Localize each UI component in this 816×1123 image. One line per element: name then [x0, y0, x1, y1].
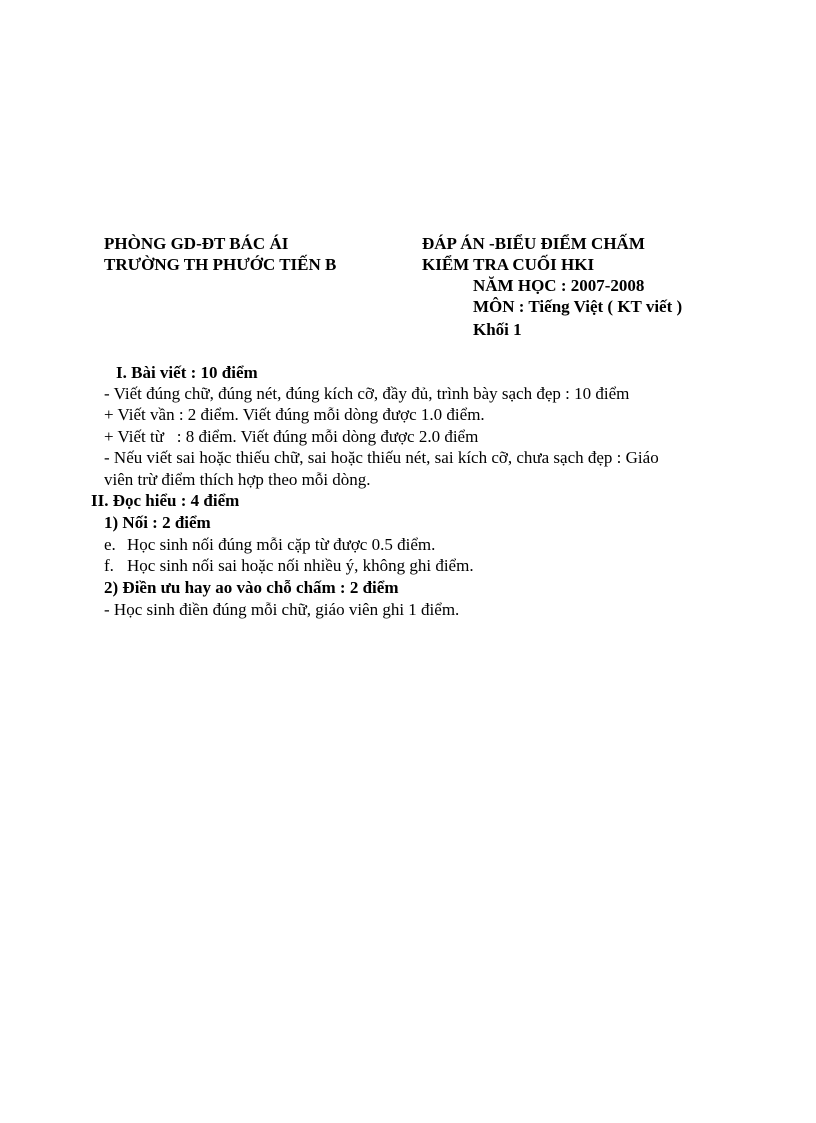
school-name: TRƯỜNG TH PHƯỚC TIẾN B [104, 255, 337, 274]
section1-line: + Viết từ : 8 điểm. Viết đúng mỗi dòng được 2.0 điểm [104, 427, 479, 446]
section1-line: viên trừ điểm thích hợp theo mỗi dòng. [104, 470, 371, 489]
grade: Khối 1 [473, 320, 522, 339]
section1-title: I. Bài viết : 10 điểm [116, 363, 258, 382]
section1-line: + Viết vần : 2 điểm. Viết đúng mỗi dòng được 1.0 điểm. [104, 405, 485, 424]
school-year: NĂM HỌC : 2007-2008 [473, 276, 645, 295]
section1-line: - Viết đúng chữ, đúng nét, đúng kích cỡ, đầy đủ, trình bày sạch đẹp : 10 điểm [104, 384, 630, 403]
section2-title: II. Đọc hiểu : 4 điểm [91, 491, 240, 510]
document-title: ĐÁP ÁN -BIỂU ĐIỂM CHẤM [422, 234, 645, 253]
list-item [104, 555, 474, 576]
school-department: PHÒNG GD-ĐT BÁC ÁI [104, 234, 289, 253]
subject: MÔN : Tiếng Việt ( KT viết ) [473, 297, 683, 316]
list-marker: f. [104, 556, 114, 575]
exam-name: KIỂM TRA CUỐI HKI [422, 255, 595, 274]
list-item-text: Học sinh nối đúng mỗi cặp từ được 0.5 điểm. [127, 535, 436, 554]
list-item-text: Học sinh nối sai hoặc nối nhiều ý, không ghi điểm. [127, 556, 474, 575]
list-marker: e. [104, 535, 116, 554]
subsection-fill-line: - Học sinh điền đúng mỗi chữ, giáo viên ghi 1 điểm. [104, 600, 460, 619]
section1-line: - Nếu viết sai hoặc thiếu chữ, sai hoặc thiếu nét, sai kích cỡ, chưa sạch đẹp : Giáo [104, 448, 659, 467]
subsection-connect-title: 1) Nối : 2 điểm [104, 513, 211, 532]
subsection-fill-title: 2) Điền ưu hay ao vào chỗ chấm : 2 điểm [104, 578, 399, 597]
list-item [104, 534, 435, 555]
